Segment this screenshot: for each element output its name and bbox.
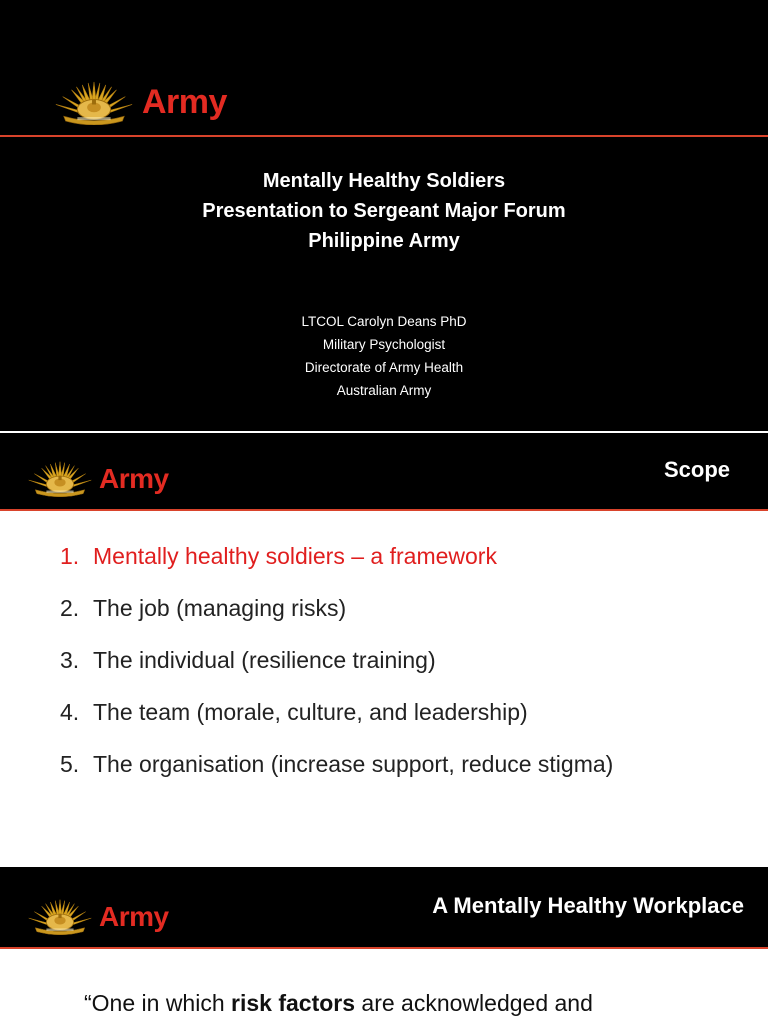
presenter-directorate: Directorate of Army Health: [304, 360, 464, 375]
item-number: 4.: [60, 699, 80, 725]
quote-emphasis: risk factors: [231, 990, 356, 1016]
army-logo: [50, 80, 227, 125]
workplace-slide: [0, 867, 768, 1024]
definition-quote: [84, 990, 593, 1017]
item-text: The team (morale, culture, and leadership): [93, 699, 528, 725]
item-text: The individual (resilience training): [93, 647, 436, 673]
title-line: Presentation to Sergeant Major Forum: [202, 200, 566, 222]
item-number: 1.: [60, 543, 80, 569]
presenter-role: Military Psychologist: [322, 337, 446, 352]
slide-title: Scope: [663, 457, 730, 482]
title-line: Philippine Army: [308, 230, 460, 252]
army-logo: [24, 460, 169, 497]
presenter-name: LTCOL Carolyn Deans PhD: [301, 314, 467, 329]
list-item: [60, 751, 613, 803]
item-text: Mentally healthy soldiers – a framework: [93, 543, 497, 569]
list-item: [60, 543, 613, 595]
list-item: [60, 699, 613, 751]
presenter-organisation: Australian Army: [336, 383, 432, 398]
logo-text: Army: [99, 900, 169, 932]
scope-list: [60, 543, 613, 803]
quote-end: are acknowledged and: [355, 990, 593, 1016]
item-number: 3.: [60, 647, 80, 673]
scope-slide: [0, 433, 768, 865]
item-text: The organisation (increase support, reduce stigma): [93, 751, 614, 777]
rising-sun-badge-icon: [50, 80, 138, 125]
header-rule: [0, 947, 768, 949]
header-rule: [0, 509, 768, 511]
slide-title: A Mentally Healthy Workplace: [432, 893, 744, 918]
item-text: The job (managing risks): [93, 595, 347, 621]
rising-sun-badge-icon: [24, 460, 96, 497]
logo-text: Army: [99, 462, 169, 494]
list-item: [60, 595, 613, 647]
presenter-info: [0, 310, 768, 402]
item-number: 2.: [60, 595, 80, 621]
header-rule: [0, 135, 768, 137]
army-logo: [24, 898, 169, 935]
rising-sun-badge-icon: [24, 898, 96, 935]
list-item: [60, 647, 613, 699]
logo-text: Army: [142, 83, 227, 121]
quote-start: “One in which: [84, 990, 232, 1016]
item-number: 5.: [60, 751, 80, 777]
title-line: Mentally Healthy Soldiers: [262, 170, 506, 192]
title-slide: [0, 0, 768, 431]
presentation-title: [0, 166, 768, 256]
